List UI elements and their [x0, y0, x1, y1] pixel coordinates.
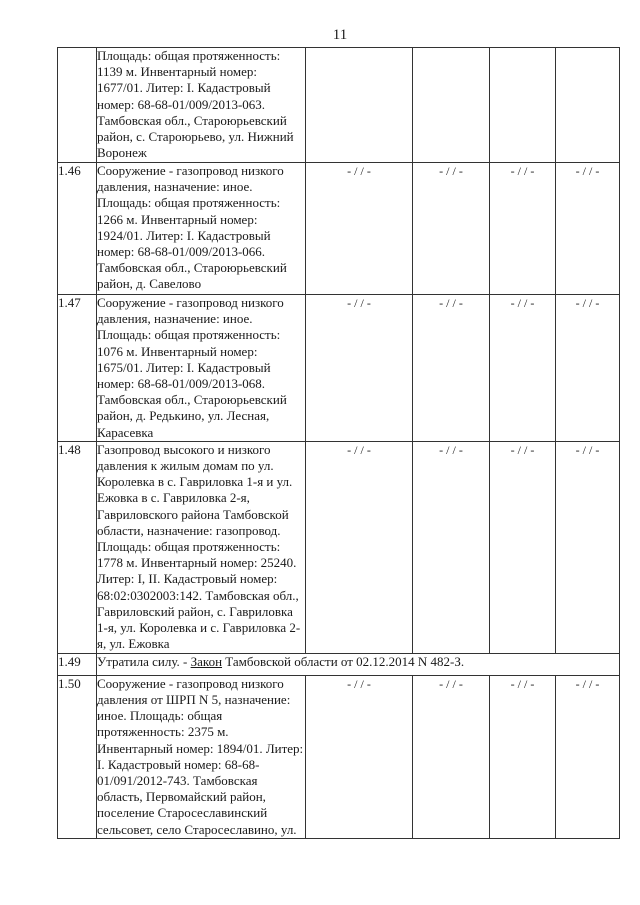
row-value: - / / - — [556, 163, 620, 295]
row-value: - / / - — [413, 295, 490, 442]
table-row — [58, 163, 620, 295]
row-value: - / / - — [413, 441, 490, 653]
row-value — [306, 48, 413, 163]
row-description: Сооружение - газопровод низкого давления, назначение: иное. Площадь: общая протяженность: 1076 м. Инвентарный номер: 1675/01. Литер: I. Кадастровый номер: 68-68-01/009/2013-068. Тамбовская обл., Староюрьевский район, д. Редькино, ул. Лесная, Карасевка — [97, 295, 306, 442]
row-value: - / / - — [413, 675, 490, 838]
property-register-table — [57, 47, 620, 839]
row-value: - / / - — [306, 295, 413, 442]
row-number — [58, 48, 97, 163]
row-number: 1.49 — [58, 653, 97, 675]
row-number: 1.48 — [58, 441, 97, 653]
row-description: Газопровод высокого и низкого давления к жилым домам по ул. Королевка в с. Гавриловка 1-я и ул. Ежовка в с. Гавриловка 2-я, Гавриловского района Тамбовской области, назначение: газопровод. Площадь: общая протяженность: 1778 м. Инвентарный номер: 25240. Литер: I, II. Кадастровый номер: 68:02:0302003:142. Тамбовская обл., Гавриловский район, с. Гавриловка 1-я, ул. Королевка и с. Гавриловка 2-я, ул. Ежовка — [97, 441, 306, 653]
table-row — [58, 295, 620, 442]
row-value — [413, 48, 490, 163]
row-value: - / / - — [556, 295, 620, 442]
page-number: 11 — [332, 27, 348, 43]
row-description: Сооружение - газопровод низкого давления от ШРП N 5, назначение: иное. Площадь: общая протяженность: 2375 м. Инвентарный номер: 1894/01. Литер: I. Кадастровый номер: 68-68-01/091/2012-743. Тамбовская область, Первомайский район, поселение Старосеславинский сельсовет, село Старосеславино, ул. — [97, 675, 306, 838]
repealed-note — [97, 653, 620, 675]
table-row — [58, 441, 620, 653]
row-description: Площадь: общая протяженность: 1139 м. Инвентарный номер: 1677/01. Литер: I. Кадастровый номер: 68-68-01/009/2013-063. Тамбовская обл., Староюрьевский район, с. Староюрьево, ул. Нижний Воронеж — [97, 48, 306, 163]
repealed-prefix: Утратила силу. - — [97, 653, 191, 669]
row-value: - / / - — [490, 675, 556, 838]
row-number: 1.50 — [58, 675, 97, 838]
table-row — [58, 48, 620, 163]
repealed-suffix: Тамбовской области от 02.12.2014 N 482-З. — [222, 653, 465, 669]
row-value: - / / - — [413, 163, 490, 295]
table-row — [58, 675, 620, 838]
row-value: - / / - — [556, 675, 620, 838]
row-value: - / / - — [306, 441, 413, 653]
row-value: - / / - — [490, 441, 556, 653]
row-value — [490, 48, 556, 163]
row-value: - / / - — [490, 163, 556, 295]
row-description: Сооружение - газопровод низкого давления, назначение: иное. Площадь: общая протяженность: 1266 м. Инвентарный номер: 1924/01. Литер: I. Кадастровый номер: 68-68-01/009/2013-066. Тамбовская обл., Староюрьевский район, д. Савелово — [97, 163, 306, 295]
row-value: - / / - — [306, 675, 413, 838]
row-number: 1.46 — [58, 163, 97, 295]
row-value: - / / - — [306, 163, 413, 295]
row-value: - / / - — [556, 441, 620, 653]
law-link[interactable]: Закон — [190, 653, 223, 669]
row-number: 1.47 — [58, 295, 97, 442]
row-value — [556, 48, 620, 163]
repealed-row — [58, 653, 620, 675]
row-value: - / / - — [490, 295, 556, 442]
